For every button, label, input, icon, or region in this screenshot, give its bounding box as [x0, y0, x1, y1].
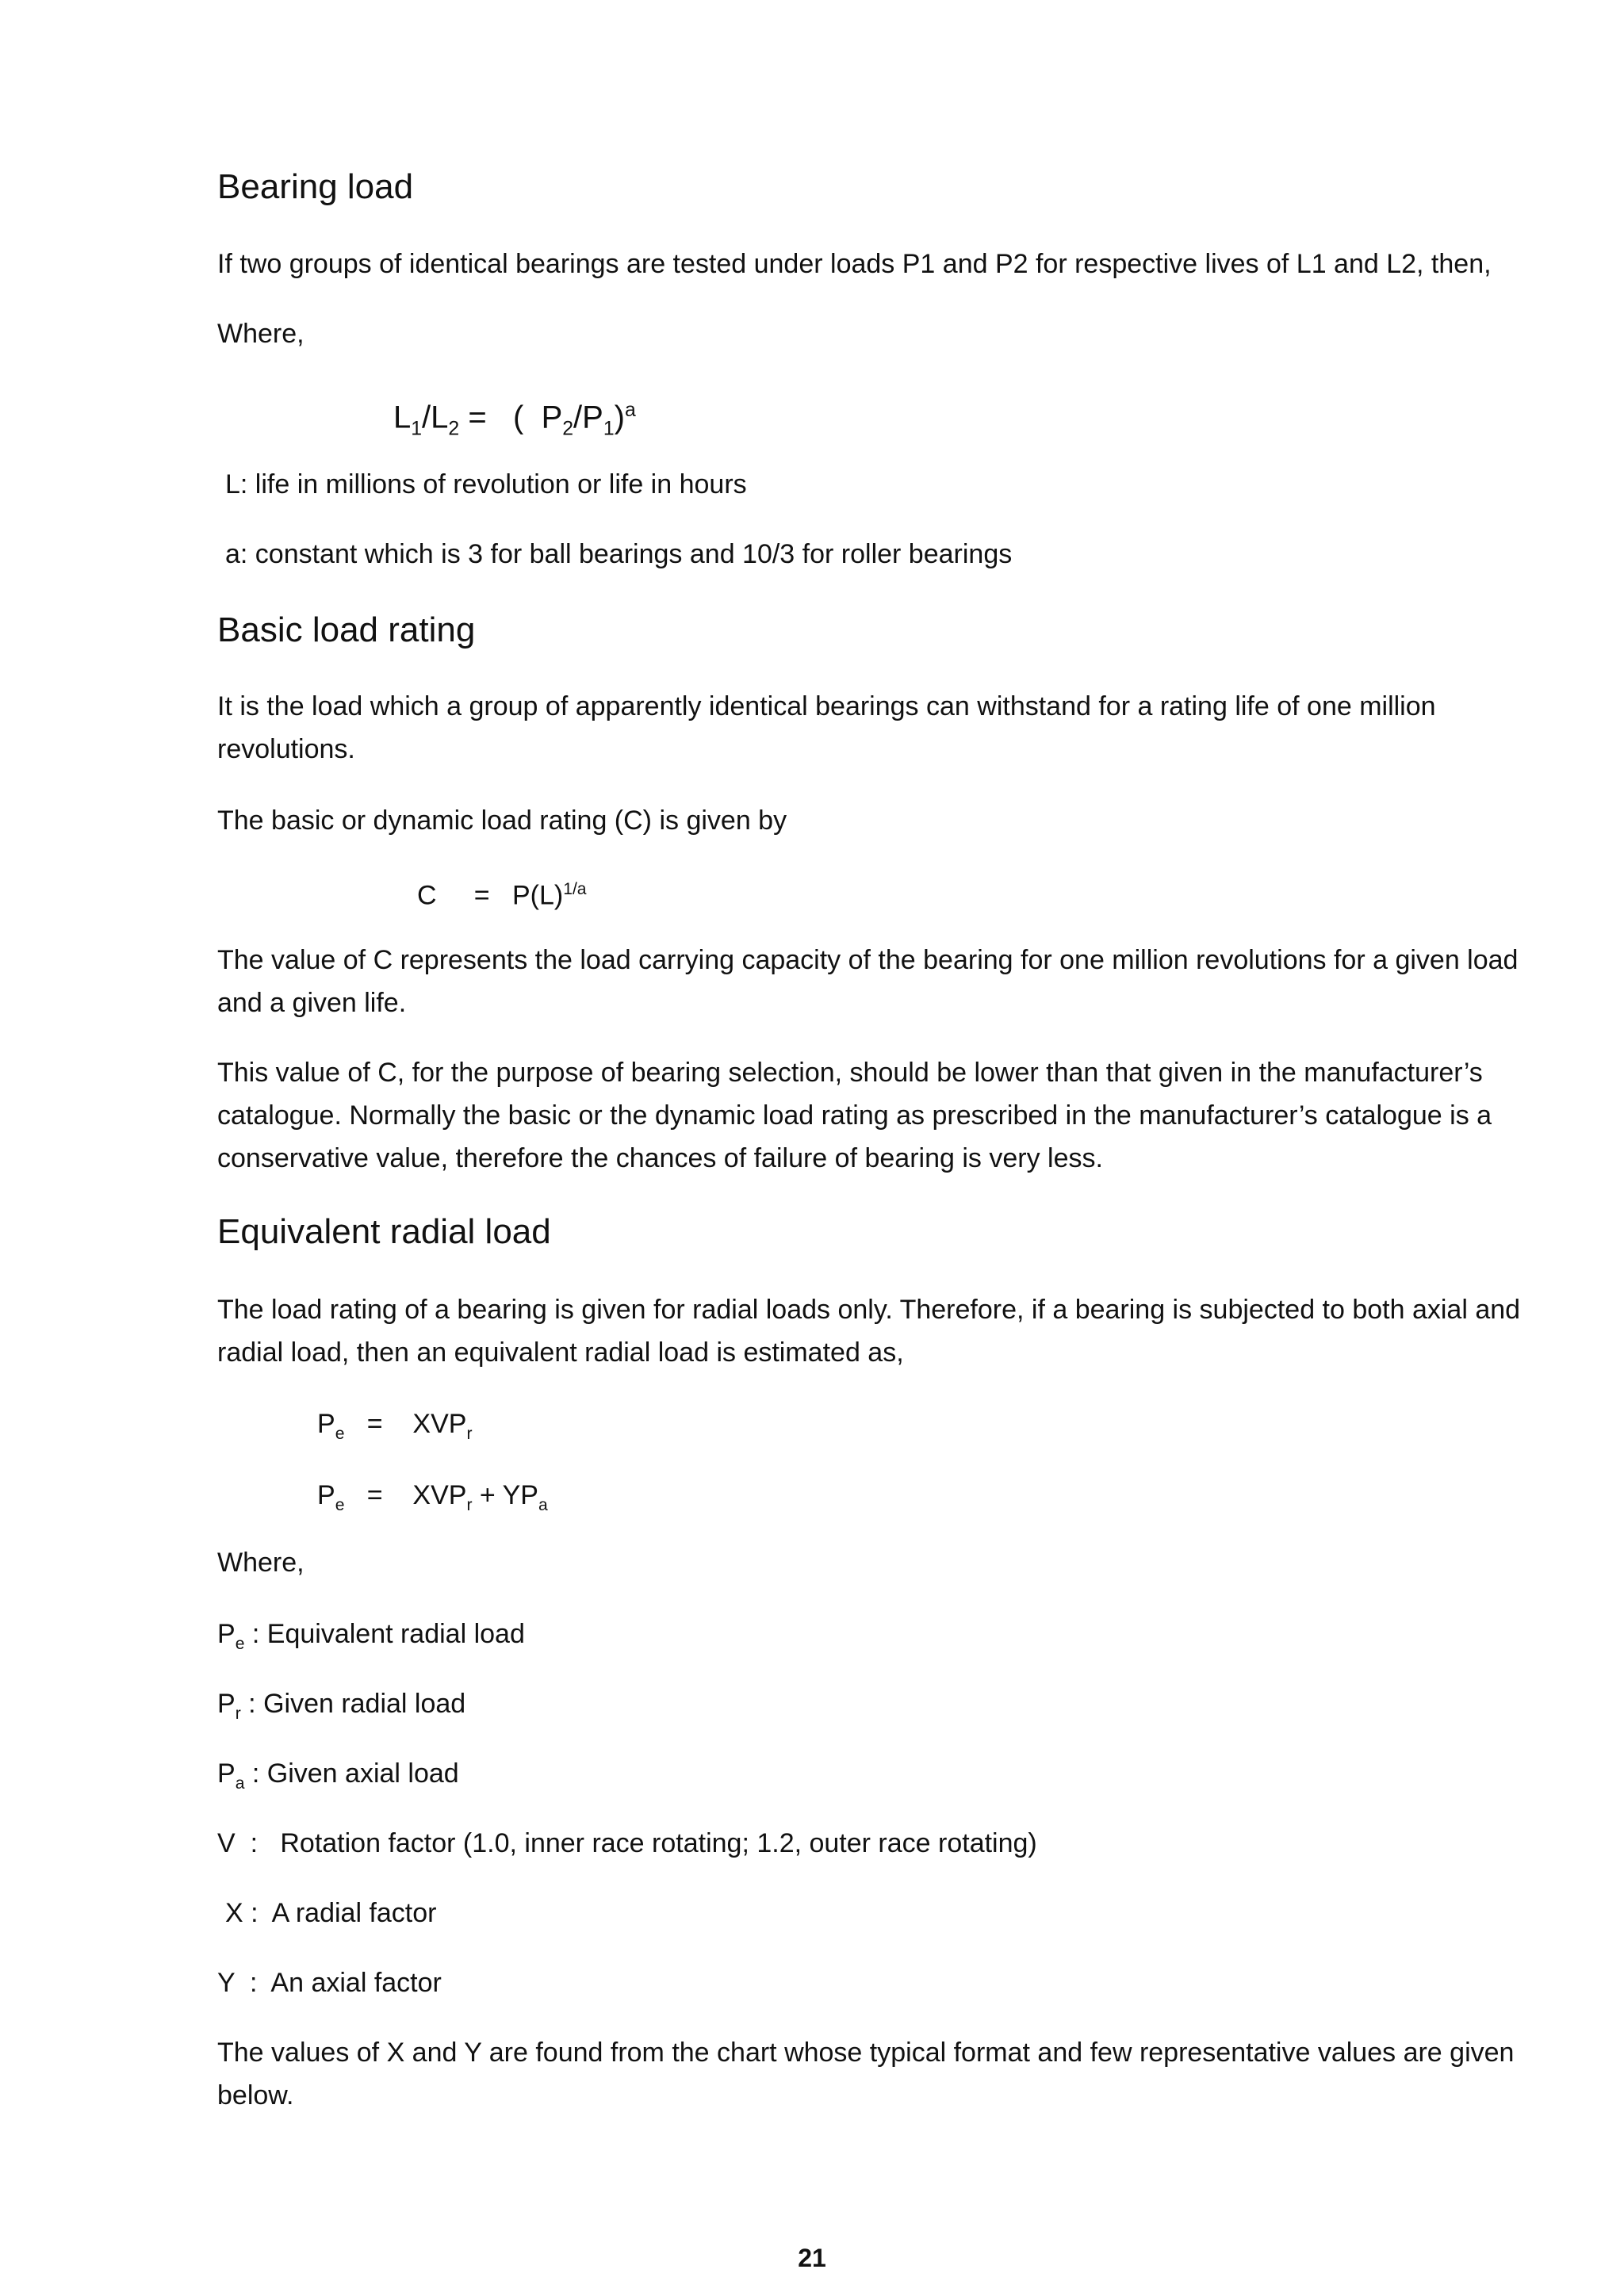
definition-Pa: $P_a$ : Given axial load — [217, 1758, 459, 1793]
equivalent-radial-load-p1: The load rating of a bearing is given for radial loads only. Therefore, if a bearing is subjected to both axial and radial load, then an equivalent radial load is estimated as, — [217, 1295, 1521, 1368]
basic-load-rating-p3: The value of C represents the load carrying capacity of the bearing for one million revolutions for a given load and a given life. — [217, 945, 1519, 1018]
basic-load-rating-p1: It is the load which a group of apparently identical bearings can withstand for a rating life of one million revolutions. — [217, 691, 1436, 764]
definition-Y: Y : An axial factor — [217, 1968, 442, 1998]
basic-load-rating-p2: The basic or dynamic load rating (C) is given by — [217, 806, 787, 836]
definition-Pe: $P_e$ : Equivalent radial load — [217, 1619, 525, 1653]
definition-X-text: A radial factor — [271, 1898, 437, 1928]
equivalent-load-equation-1: $P_e$ = $XVP_r$ — [317, 1409, 473, 1443]
bearing-load-where: Where, — [217, 319, 304, 349]
heading-bearing-load: Bearing load — [217, 167, 414, 206]
load-rating-equation: C = $P(L)^{1/a}$ — [417, 880, 587, 911]
definition-V-text: Rotation factor (1.0, inner race rotating; 1.2, outer race rotating) — [280, 1828, 1037, 1858]
equivalent-radial-load-where: Where, — [217, 1548, 304, 1578]
definition-V: V : Rotation factor (1.0, inner race rotating; 1.2, outer race rotating) — [217, 1828, 1037, 1858]
definition-Pa-text: Given axial load — [266, 1758, 459, 1789]
page-number: 21 — [798, 2244, 826, 2272]
heading-basic-load-rating: Basic load rating — [217, 610, 476, 649]
definition-Pr-text: Given radial load — [263, 1689, 466, 1719]
equivalent-load-equation-2: $P_e$ = $XVP_r + YP_a$ — [317, 1480, 548, 1514]
heading-equivalent-radial-load: Equivalent radial load — [217, 1212, 551, 1251]
definition-Y-text: An axial factor — [270, 1968, 442, 1998]
definition-a: a: constant which is 3 for ball bearings and 10/3 for roller bearings — [225, 539, 1013, 569]
definition-L: L: life in millions of revolution or life in hours — [225, 469, 747, 499]
life-load-equation: $L_1/L_2$ = ( $P_2/P_1)^a$ — [393, 400, 636, 440]
equivalent-radial-load-closing: The values of X and Y are found from the chart whose typical format and few representative values are given below. — [217, 2038, 1515, 2110]
definition-Pe-text: Equivalent radial load — [266, 1619, 525, 1649]
bearing-load-intro: If two groups of identical bearings are tested under loads P1 and P2 for respective lives of L1 and L2, then, — [217, 249, 1492, 279]
definition-Pr: $P_r$ : Given radial load — [217, 1689, 466, 1723]
basic-load-rating-p4: This value of C, for the purpose of bearing selection, should be lower than that given in the manufacturer’s catalogue. Normally the basic or the dynamic load rating as prescribed in the manufacturer’s catalogue is a conservative value, therefore the chances of failure of bearing is very less. — [217, 1058, 1492, 1173]
definition-X: X : A radial factor — [225, 1898, 437, 1928]
